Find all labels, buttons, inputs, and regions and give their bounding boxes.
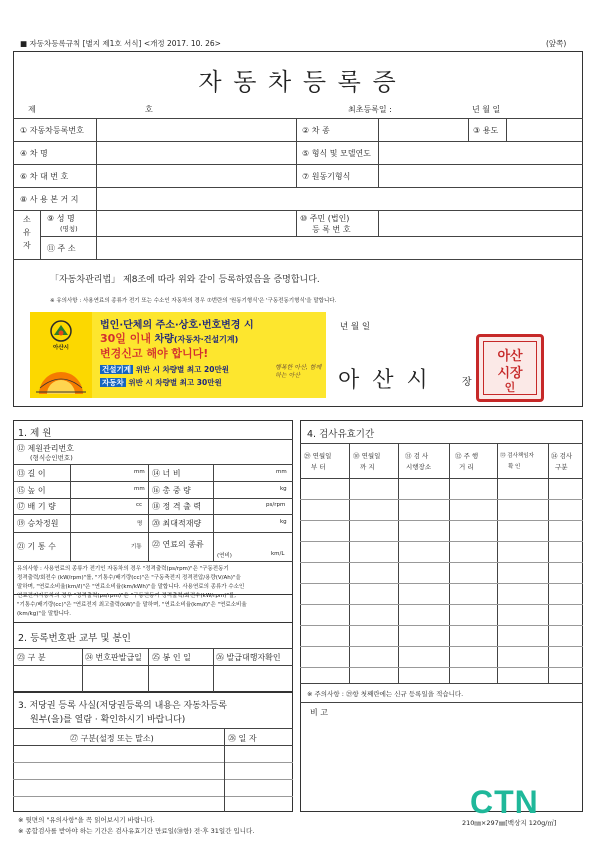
inspection-title: 4. 검사유효기간 — [307, 429, 375, 440]
specs-note-2: 정격출력/회전수 (kW/rpm)"를, "기통수/배기량(cc)"은 "구동축전지 정격전압/용량(V/Ah)"을 — [17, 575, 241, 581]
form-reference: ■ 자동차등록규칙 [별지 제1호 서식] <개정 2017. 10. 26> — [20, 39, 221, 48]
banner-line-1: 법인·단체의 주소·상호·번호변경 시 — [100, 320, 254, 331]
spec-seating: ⑲ 승차정원 — [17, 519, 59, 528]
unit-weight: kg — [280, 486, 287, 492]
unit-width: mm — [276, 469, 287, 475]
unit-height: mm — [134, 486, 145, 492]
owner-label-3: 자 — [23, 241, 31, 250]
official-seal: 아산 시장 인 — [476, 334, 544, 402]
insp-col-from: ㉙ 연월일 — [304, 452, 332, 460]
inspection-note: ※ 주의사항 : ㉙항 첫째란에는 신규 등록일을 적습니다. — [307, 690, 464, 698]
spec-mgmt-number-sub: (형식승인번호) — [30, 454, 73, 462]
spec-cylinders: ㉑ 기 통 수 — [17, 542, 56, 551]
paper-spec: 210㎜×297㎜[백상지 120g/㎡] — [462, 819, 557, 827]
unit-efficiency-label: (연비) — [217, 553, 232, 559]
spec-rated-output: ⑱ 정 격 출 력 — [152, 502, 202, 511]
footer-note-2: ※ 종합검사를 받아야 하는 기간은 검사유효기간 만료일(㉚항) 전·후 31일간 입니다. — [18, 827, 255, 835]
watermark-logo: CTN — [470, 784, 539, 820]
banner-city: 아산시 — [53, 345, 69, 351]
certification-statement: 「자동차관리법」 제8조에 따라 위와 같이 등록하였음을 증명합니다. — [50, 275, 320, 285]
first-registration-label: 최초등록일 : — [348, 105, 392, 114]
insp-col-inspector: ㉝ 검사책임자 — [500, 453, 534, 459]
insp-col-mileage: ㉜ 주 행 — [455, 452, 479, 460]
specs-note-5: "기통수/배기량(cc)"은 "연료전지 최고출력(kW)"을 말하며, "연료소비율(km/ℓ)"은 "연료소비율 — [17, 602, 247, 608]
insp-col-class-sub: 구분 — [555, 463, 568, 471]
field-usage: ③ 용도 — [473, 126, 499, 135]
spec-displacement: ⑰ 배 기 량 — [17, 502, 56, 511]
unit-displacement: cc — [136, 502, 143, 508]
insp-col-to-sub: 까 지 — [360, 463, 375, 471]
plate-col-issue-date: ㉔ 번호판발급일 — [85, 653, 142, 662]
cert-no-prefix: 제 — [28, 105, 36, 114]
issuer-title: 장 — [462, 377, 472, 388]
banner-slogan: 행복한 아산, 함께하는 아산 — [275, 364, 322, 379]
spec-fuel-type: ㉒ 연료의 종류 — [152, 540, 204, 549]
unit-length: mm — [134, 469, 145, 475]
spec-width: ⑭ 너 비 — [152, 469, 181, 478]
mortgage-col-type: ㉗ 구분(설정 또는 말소) — [70, 734, 154, 743]
field-vehicle-type: ② 차 종 — [302, 126, 330, 135]
field-resident-number-sub: 등 록 번 호 — [312, 225, 351, 234]
document-title: 자 동 차 등 록 증 — [198, 68, 398, 96]
first-registration-date: 년 월 일 — [472, 105, 501, 114]
field-base-location: ⑧ 사 용 본 거 지 — [20, 195, 79, 204]
unit-output: ps/rpm — [266, 502, 286, 508]
insp-col-place: ㉛ 검 사 — [405, 452, 429, 460]
spec-max-load: ⑳ 최대적재량 — [152, 519, 202, 528]
unit-cylinders: 기통 — [131, 544, 142, 550]
plate-title: 2. 등록번호판 교부 및 봉인 — [18, 633, 131, 644]
mortgage-col-date: ㉘ 일 자 — [228, 734, 257, 743]
field-vin: ⑥ 차 대 번 호 — [20, 172, 69, 181]
banner-logo-area — [30, 312, 92, 398]
field-resident-number: ⑩ 주민 (법인) — [300, 214, 350, 223]
footer-note-1: ※ 뒷면의 "유의사항"을 꼭 읽어보시기 바랍니다. — [18, 816, 155, 824]
field-registration-number: ① 자동차등록번호 — [20, 126, 84, 135]
banner-penalty-2: 자동차 위반 시 차량별 최고 30만원 — [102, 378, 222, 387]
plate-col-type: ㉓ 구 분 — [17, 653, 46, 662]
spec-length: ⑬ 길 이 — [17, 469, 46, 478]
page-side-label: (앞쪽) — [546, 39, 567, 48]
issuer-name: 아 산 시 — [338, 368, 431, 393]
sunrise-illustration — [34, 360, 88, 394]
plate-col-agent-check: ㉖ 발급대행자확인 — [216, 653, 281, 662]
mortgage-title-1: 3. 저당권 등록 사실(저당권등록의 내용은 자동차등록 — [18, 701, 227, 711]
mortgage-title-2: 원부(을)를 열람 · 확인하시기 바랍니다) — [30, 715, 186, 725]
insp-col-place-sub: 시행장소 — [406, 463, 432, 471]
owner-label-2: 유 — [23, 228, 31, 237]
insp-col-inspector-sub: 확 인 — [508, 464, 521, 470]
field-model-year: ⑤ 형식 및 모델연도 — [302, 149, 371, 158]
spec-mgmt-number: ⑫ 제원관리번호 — [17, 444, 74, 453]
field-vehicle-name: ④ 차 명 — [20, 149, 48, 158]
owner-label-1: 소 — [23, 215, 31, 224]
banner-line-2: 30일 이내 차량(자동차·건설기계) — [100, 332, 239, 345]
insp-col-class: ㉞ 검사 — [551, 452, 573, 460]
field-owner-name: ⑨ 성 명 — [47, 214, 75, 223]
plate-col-seal-date: ㉕ 봉 인 일 — [152, 653, 191, 662]
spec-gross-weight: ⑯ 총 중 량 — [152, 486, 191, 495]
specs-note-3: 말하며, "연료소비율(km/ℓ)"은 "연료소비율(km/kWh)"을 말합니다. 사용연료의 종류가 수소인 — [17, 584, 245, 590]
spec-height: ⑮ 높 이 — [17, 486, 46, 495]
banner-line-3: 변경신고 해야 합니다! — [100, 347, 209, 360]
change-report-banner — [30, 312, 326, 398]
specs-note-4: 연료전지자동차의 경우 "정격출력(ps/rpm)"은 "구동전동기 정격출력/회전수(kW/rpm)"를, — [17, 593, 236, 599]
field-engine-type: ⑦ 원동기형식 — [302, 172, 351, 181]
insp-col-from-sub: 부 터 — [311, 463, 326, 471]
specs-note-1: 유의사항 : 사용연료의 종류가 전기인 자동차의 경우 "정격출력(ps/rpm)"은 "구동전동기 — [17, 566, 229, 572]
insp-col-mileage-sub: 거 리 — [459, 463, 474, 471]
banner-penalty-1: 건설기계 위반 시 차량별 최고 20만원 — [102, 365, 229, 374]
city-logo-icon — [50, 320, 72, 342]
field-address: ⑪ 주 소 — [47, 244, 76, 253]
fuel-notice: ※ 유의사항 : 사용연료의 종류가 전기 또는 수소인 자동차의 경우 ⑦번란의 '원동기형식'은 '구동전동기형식'을 말합니다. — [50, 298, 337, 304]
specs-title: 1. 제 원 — [18, 428, 52, 439]
issue-date: 년 월 일 — [340, 322, 371, 332]
unit-seating: 명 — [137, 521, 143, 527]
insp-col-to: ㉚ 연월일 — [353, 452, 381, 460]
unit-efficiency: km/L — [271, 551, 285, 557]
remarks-label: 비 고 — [310, 708, 328, 717]
field-owner-name-sub: (명칭) — [60, 225, 78, 233]
unit-load: kg — [280, 519, 287, 525]
cert-no-suffix: 호 — [145, 105, 153, 114]
specs-note-6: (km/kg)"을 말합니다. — [17, 611, 71, 617]
